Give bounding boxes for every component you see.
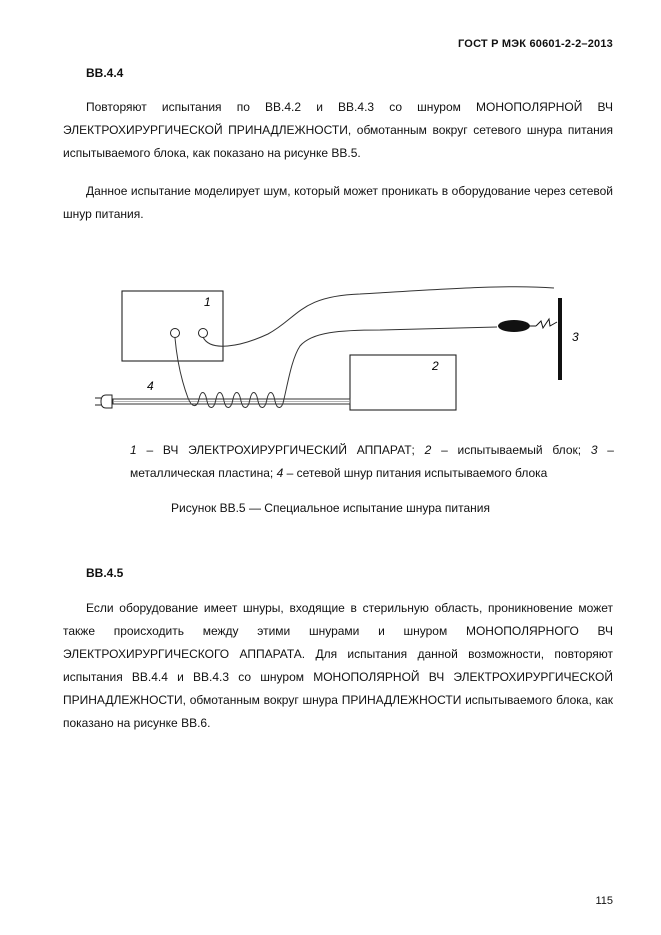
section1-paragraph-2: Данное испытание моделирует шум, который может проникать в оборудование через сетевой шнур питания. [63, 184, 613, 221]
legend-num-1: 1 [130, 443, 137, 457]
section2-paragraph-1: Если оборудование имеет шнуры, входящие в стерильную область, проникновение может также происходить между этими шнурами и шнуром МОНОПОЛЯРНОГО ВЧ ЭЛЕКТРОХИРУРГИЧЕСКОГО АППАРАТА. Для испытания данной возможности, повторяют испытания ВВ.4.4 и ВВ.4.3 со шнуром МОНОПОЛЯРНОЙ ВЧ ЭЛЕКТРОХИРУРГИЧЕСКОЙ ПРИНАДЛЕЖНОСТИ, обмотанным вокруг шнура ПРИНАДЛЕЖНОСТИ испытываемого блока, как показано на рисунке ВВ.6. [63, 601, 613, 730]
section-number-bb44: ВВ.4.4 [86, 66, 124, 80]
legend-num-3: 3 [590, 443, 598, 457]
legend-text-3: – металлическая пластина; [130, 443, 614, 480]
accessory-cable [203, 287, 554, 347]
legend-text-2: – испытываемый блок; [441, 443, 582, 457]
legend-text-1: – ВЧ ЭЛЕКТРОХИРУРГИЧЕСКИЙ АППАРАТ; [146, 443, 415, 457]
plate-label: 3 [572, 330, 579, 344]
output-terminal-2 [199, 329, 208, 338]
unit1-label: 1 [204, 295, 211, 309]
section-number-bb45: ВВ.4.5 [86, 566, 124, 580]
legend-num-2: 2 [424, 443, 432, 457]
page-number: 115 [595, 895, 613, 907]
legend-num-4: 4 [276, 466, 284, 480]
output-terminal-1 [171, 329, 180, 338]
metal-plate [558, 298, 562, 380]
figure-title: Рисунок ВВ.5 — Специальное испытание шнура питания [171, 501, 490, 515]
figure-bb5-diagram [0, 270, 661, 430]
cord-label: 4 [147, 379, 154, 393]
equipment-under-test-box [350, 355, 456, 410]
figure-legend [130, 439, 614, 485]
unit2-label: 2 [432, 359, 439, 373]
legend-text-4: – сетевой шнур питания испытываемого блока [286, 466, 548, 480]
section1-paragraph-1: Повторяют испытания по ВВ.4.2 и ВВ.4.3 со шнуром МОНОПОЛЯРНОЙ ВЧ ЭЛЕКТРОХИРУРГИЧЕСКОЙ ПРИНАДЛЕЖНОСТИ, обмотанным вокруг сетевого шнура питания испытываемого блока, как показано на рисунке ВВ.5. [63, 100, 613, 160]
document-header: ГОСТ Р МЭК 60601-2-2–2013 [458, 38, 613, 50]
plug-icon [95, 395, 112, 408]
electrode-icon [498, 319, 557, 332]
